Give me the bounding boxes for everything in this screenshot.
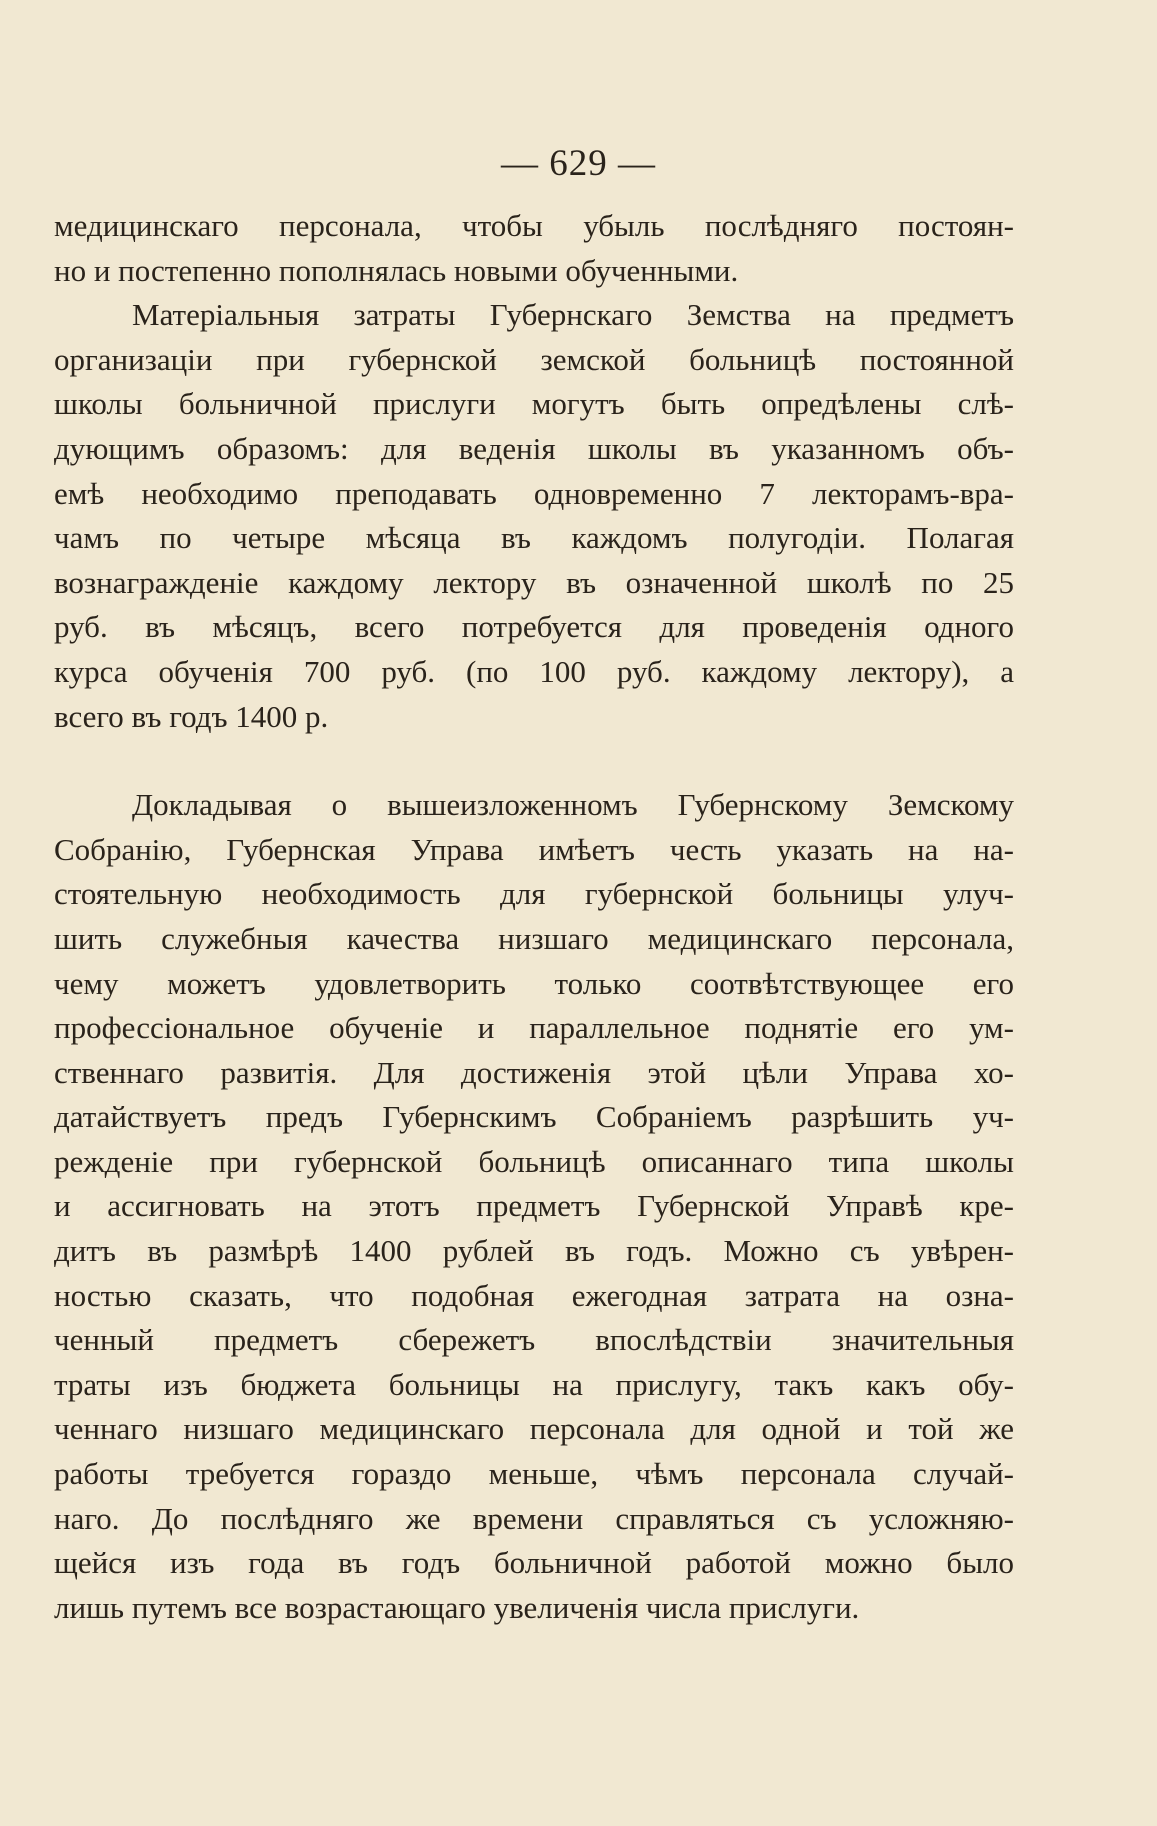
- text-line: лишь путемъ все возрастающаго увеличенія числа прислуги.: [54, 1589, 860, 1625]
- text-line: Докладывая о вышеизложенномъ Губернскому Земскому: [132, 787, 1014, 823]
- text-line: Собранію, Губернская Управа имѣетъ честь указать на на-: [54, 831, 1014, 867]
- text-line: Матеріальныя затраты Губернскаго Земства на предметъ: [132, 297, 1014, 333]
- text-line: но и постепенно пополнялась новыми обученными.: [54, 252, 739, 288]
- text-line: вознагражденіе каждому лектору въ означенной школѣ по 25: [54, 564, 1014, 600]
- text-line: наго. До послѣдняго же времени справляться съ усложняю-: [54, 1500, 1014, 1536]
- text-line: профессіональное обученіе и параллельное поднятіе его ум-: [54, 1010, 1014, 1046]
- page-number: — 629 —: [501, 143, 656, 184]
- text-line: всего въ годъ 1400 р.: [54, 698, 329, 734]
- text-line: дитъ въ размѣрѣ 1400 рублей въ годъ. Можно съ увѣрен-: [54, 1233, 1014, 1269]
- text-line: режденіе при губернской больницѣ описаннаго типа школы: [54, 1143, 1014, 1179]
- paragraph-2: [54, 293, 1014, 739]
- paragraph-3: [54, 783, 1014, 1630]
- text-line: траты изъ бюджета больницы на прислугу, такъ какъ обу-: [54, 1366, 1014, 1402]
- paragraph-gap: [54, 739, 1014, 783]
- text-line: организаціи при губернской земской больницѣ постоянной: [54, 341, 1014, 377]
- text-line: медицинскаго персонала, чтобы убыль послѣдняго постоян-: [54, 208, 1014, 243]
- text-line: и ассигновать на этотъ предметъ Губернской Управѣ кре-: [54, 1188, 1014, 1224]
- text-line: ченнаго низшаго медицинскаго персонала для одной и той же: [54, 1411, 1014, 1447]
- text-line: дующимъ образомъ: для веденія школы въ указанномъ объ-: [54, 430, 1014, 466]
- text-line: школы больничной прислуги могутъ быть опредѣлены слѣ-: [54, 386, 1014, 422]
- text-line: ностью сказать, что подобная ежегодная затрата на озна-: [54, 1277, 1014, 1313]
- text-line: датайствуетъ предъ Губернскимъ Собраніемъ разрѣшить уч-: [54, 1099, 1014, 1135]
- text-line: ственнаго развитія. Для достиженія этой цѣли Управа хо-: [54, 1054, 1014, 1090]
- paragraph-1: [54, 204, 1014, 293]
- text-line: чему можетъ удовлетворить только соотвѣтствующее его: [54, 965, 1014, 1001]
- text-line: курса обученія 700 руб. (по 100 руб. каждому лектору), а: [54, 653, 1014, 689]
- text-line: ченный предметъ сбережетъ впослѣдствіи значительныя: [54, 1322, 1014, 1358]
- body-text: [54, 204, 1014, 1630]
- text-line: шить служебныя качества низшаго медицинскаго персонала,: [54, 920, 1014, 956]
- text-line: чамъ по четыре мѣсяца въ каждомъ полугодіи. Полагая: [54, 520, 1014, 556]
- text-line: емѣ необходимо преподавать одновременно 7 лекторамъ-вра-: [54, 475, 1014, 511]
- text-line: работы требуется гораздо меньше, чѣмъ персонала случай-: [54, 1456, 1014, 1492]
- text-line: щейся изъ года въ годъ больничной работой можно было: [54, 1545, 1014, 1581]
- text-line: руб. въ мѣсяцъ, всего потребуется для проведенія одного: [54, 609, 1014, 645]
- text-line: стоятельную необходимость для губернской больницы улуч-: [54, 876, 1014, 912]
